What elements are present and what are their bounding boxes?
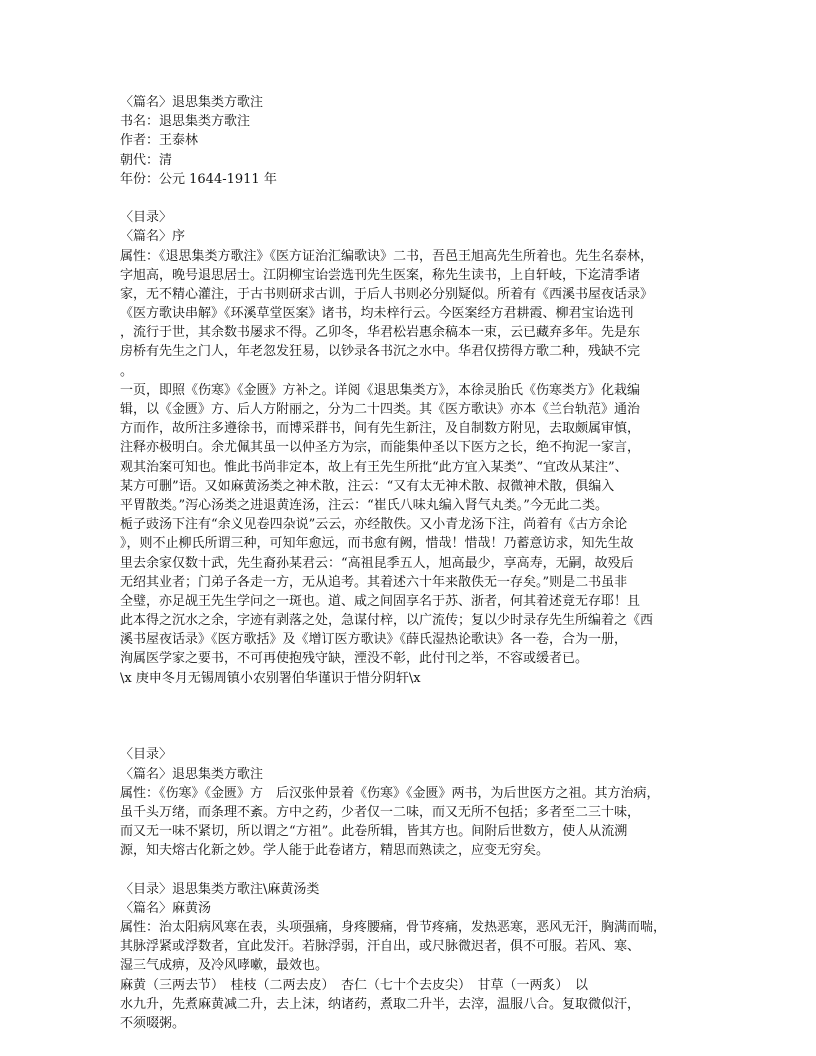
header-line: 书名：退思集类方歌注 xyxy=(120,114,251,130)
text-line: 属性：《伤寒》《金匮》方 后汉张仲景着《伤寒》《金匮》两书，为后世医方之祖。其方治病， xyxy=(120,785,660,801)
document-page xyxy=(120,93,720,1033)
header-line: 〈篇名〉退思集类方歌注 xyxy=(120,95,264,110)
text-line: 其脉浮紧或浮数者，宜此发汗。若脉浮弱，汗自出，或尺脉微迟者，俱不可服。若风、寒、 xyxy=(120,939,641,955)
blank-line xyxy=(120,189,720,208)
intro-block xyxy=(120,745,720,860)
text-line: 而又无一味不紧切，所以谓之“方祖”。此卷所辑，皆其方也。间附后世数方，使人从流溯 xyxy=(120,824,628,840)
text-line: 观其治案可知也。惟此书尚非定本，故上有王先生所批“此方宜入某类”、“宜改从某注”、 xyxy=(120,459,628,475)
header-line: 作者：王泰林 xyxy=(120,133,199,149)
text-line: 。 xyxy=(120,363,134,379)
text-line: 某方可删”语。又如麻黄汤类之神术散，注云：“又有太无神术散、叔微神术散，俱编入 xyxy=(120,478,615,494)
text-line: 源，知夫熔古化新之妙。学人能于此卷诸方，精思而熟读之，应变无穷矣。 xyxy=(120,843,550,859)
text-line: 》，则不止柳氏所谓三种，可知年愈远，而书愈有阙，惜哉！惜哉！乃蓄意访求，知先生故 xyxy=(120,536,634,552)
text-line: 平胃散类。”泻心汤类之进退黄连汤，注云：“崔氏八味丸编入肾气丸类。”今无此二类。 xyxy=(120,497,608,513)
text-line: 属性：治太阳病风寒在表，头项强痛，身疼腰痛，骨节疼痛，发热恶寒，恶风无汗，胸满而喘， xyxy=(120,920,667,936)
text-line: 湿三气成痹，及冷风哮嗽，最效也。 xyxy=(120,958,329,974)
text-line: 全璧，亦足觇王先生学问之一斑也。道、咸之间固享名于苏、浙者，何其着述竟无存耶！且 xyxy=(120,593,641,609)
text-line: 里去余家仅数十武，先生裔孙某君云：“高祖昆季五人，旭高最少，享高寿，无嗣，故殁后 xyxy=(120,555,634,571)
text-line: 〈目录〉 xyxy=(120,747,173,763)
text-line: 〈篇名〉退思集类方歌注 xyxy=(120,766,264,782)
blank-line xyxy=(120,861,720,880)
text-line: 家，无不精心灌注，于古书则研求古训，于后人书则必分别疑似。所着有《西溪书屋夜话录》 xyxy=(120,286,654,302)
text-line: ，流行于世，其余数书屡求不得。乙卯冬，华君松岩惠余稿本一束，云已藏弃多年。先是东 xyxy=(120,325,641,341)
text-line: 麻黄（三两去节） 桂枝（二两去皮） 杏仁（七十个去皮尖） 甘草（一两炙） 以 xyxy=(120,977,589,993)
text-line: \x 庚申冬月无锡周镇小农别署伯华谨识于惜分阴轩\x xyxy=(120,670,421,686)
text-line xyxy=(120,688,720,707)
text-line: 〈篇名〉麻黄汤 xyxy=(120,900,212,916)
text-line: 栀子豉汤下注有“余义见卷四杂说”云云，亦经散佚。又小青龙汤下注，尚着有《古方余论 xyxy=(120,517,628,533)
text-line: 〈篇名〉序 xyxy=(120,229,186,245)
text-line: 方而作，故所注多遵徐书，而博采群书，间有先生新注，及自制数方附见，去取颇属审慎， xyxy=(120,421,641,437)
header-line: 年份：公元 1644-1911 年 xyxy=(120,171,277,187)
text-line: 《医方歌诀串解》《环溪草堂医案》诸书，均未梓行云。今医案经方君耕霞、柳君宝诒选刊 xyxy=(120,306,634,322)
text-line: 溪书屋夜话录》《医方歌括》及《增订医方歌诀》《薛氏湿热论歌诀》各一卷，合为一册， xyxy=(120,632,628,648)
text-line: 辑，以《金匮》方、后人方附丽之，分为二十四类。其《医方歌诀》亦本《兰台轨范》通治 xyxy=(120,402,641,417)
preface-block xyxy=(120,208,720,726)
text-line: 房桥有先生之门人，年老忽发狂易，以钞录各书沉之水中。华君仅捞得方歌二种，残缺不完 xyxy=(120,344,641,360)
text-line: 此本得之沉水之余，字迹有剥落之处，急谋付梓，以广流传；复以少时录存先生所编着之《西 xyxy=(120,613,654,629)
text-line: 注释亦极明白。余尤佩其虽一以仲圣方为宗，而能集仲圣以下医方之长，绝不拘泥一家言， xyxy=(120,440,641,456)
text-line: 虽千头万绪，而条理不紊。方中之药，少者仅一二味，而又无所不包括；多者至二三十味， xyxy=(120,804,641,820)
signature-line xyxy=(120,707,720,726)
text-line: 字旭高，晚号退思居士。江阴柳宝诒尝选刊先生医案，称先生读书，上自轩岐，下迄清季诸 xyxy=(120,267,641,283)
text-line: 无绍其业者；门弟子各走一方，无从追考。其着述六十年来散佚无一存矣。”则是二书虽非 xyxy=(120,574,628,590)
mahuang-block xyxy=(120,880,720,1034)
text-line: 属性：《退思集类方歌注》《医方证治汇编歌诀》二书，吾邑王旭高先生所着也。先生名泰林， xyxy=(120,248,654,264)
header-line: 朝代：清 xyxy=(120,152,173,168)
text-line: 水九升，先煮麻黄减二升，去上沫，纳诸药，煮取二升半，去滓，温服八合。复取微似汗， xyxy=(120,996,641,1012)
text-line: 不须啜粥。 xyxy=(120,1016,186,1031)
text-line: 〈目录〉 xyxy=(120,210,173,226)
text-line: 洵属医学家之要书，不可再使抱残守缺，湮没不彰，此付刊之举，不容或缓者已。 xyxy=(120,651,589,667)
text-line: 〈目录〉退思集类方歌注\麻黄汤类 xyxy=(120,881,320,897)
blank-line xyxy=(120,726,720,745)
text-line: 一页，即照《伤寒》《金匮》方补之。详阅《退思集类方》，本徐灵胎氏《伤寒类方》化栽编 xyxy=(120,382,641,398)
header-block xyxy=(120,93,720,189)
